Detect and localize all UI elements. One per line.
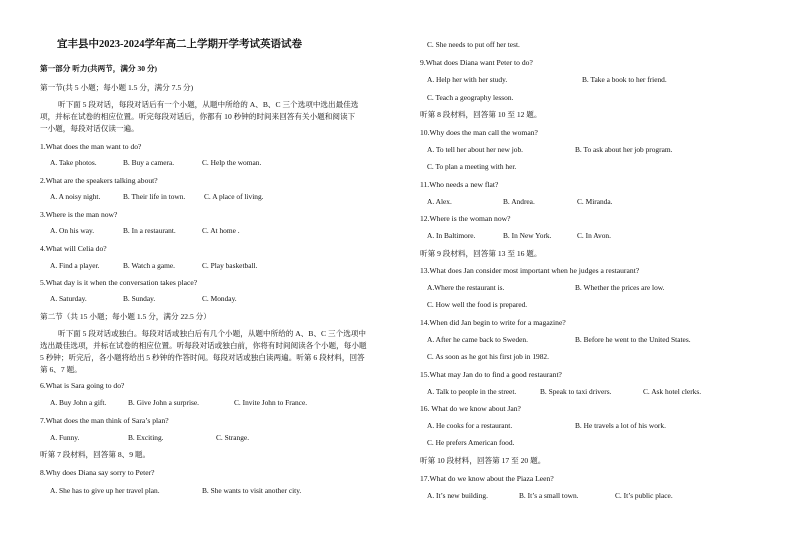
q5-option-a: A. Saturday. — [50, 294, 87, 303]
q10-option-b: B. To ask about her job program. — [575, 145, 673, 154]
q2-option-c: C. A place of living. — [204, 192, 264, 201]
q13-option-a: A.Where the restaurant is. — [427, 283, 505, 292]
q4-option-a: A. Find a player. — [50, 261, 100, 270]
question-7: 7.What does the man think of Sara’s plan? — [40, 416, 169, 425]
q5-option-b: B. Sunday. — [123, 294, 156, 303]
q14-option-a: A. After he came back to Sweden. — [427, 335, 528, 344]
question-8: 8.Why does Diana say sorry to Peter? — [40, 468, 155, 477]
q7-option-b: B. Exciting. — [128, 433, 164, 442]
q8-option-a: A. She has to give up her travel plan. — [50, 486, 160, 495]
q11-option-b: B. Andrea. — [503, 197, 535, 206]
question-9: 9.What does Diana want Peter to do? — [420, 58, 533, 67]
question-4: 4.What will Celia do? — [40, 244, 107, 253]
question-1: 1.What does the man want to do? — [40, 142, 142, 151]
q13-option-b: B. Whether the prices are low. — [575, 283, 665, 292]
q2-option-b: B. Their life in town. — [123, 192, 186, 201]
q17-option-c: C. It’s public place. — [615, 491, 673, 500]
q14-option-b: B. Before he went to the United States. — [575, 335, 691, 344]
q14-option-c: C. As soon as he got his first job in 1982. — [427, 352, 549, 361]
q3-option-c: C. At home . — [202, 226, 240, 235]
question-6: 6.What is Sara going to do? — [40, 381, 125, 390]
q7-option-a: A. Funny. — [50, 433, 80, 442]
q6-option-c: C. Invite John to France. — [234, 398, 308, 407]
q10-option-a: A. To tell her about her new job. — [427, 145, 524, 154]
q8-option-b: B. She wants to visit another city. — [202, 486, 302, 495]
q16-option-a: A. He cooks for a restaurant. — [427, 421, 513, 430]
q6-option-b: B. Give John a surprise. — [128, 398, 200, 407]
q6-option-a: A. Buy John a gift. — [50, 398, 107, 407]
q4-option-b: B. Watch a game. — [123, 261, 176, 270]
question-13: 13.What does Jan consider most important when he judges a restaurant? — [420, 266, 640, 275]
page-title: 宜丰县中2023-2024学年高二上学期开学考试英语试卷 — [57, 39, 302, 50]
q3-option-b: B. In a restaurant. — [123, 226, 176, 235]
q16-option-c: C. He prefers American food. — [427, 438, 515, 447]
q17-option-a: A. It’s new building. — [427, 491, 488, 500]
q11-option-a: A. Alex. — [427, 197, 452, 206]
section2-instructions: 听下面 5 段对话或独白。每段对话或独白后有几个小题，从题中所给的 A、B、C 三个选项中选出最佳选项，并标在试卷的相应位置。听每段对话或独白前，你将有时间阅读各个小题，每小题 5 秒钟；听完后，各小题将给出 5 秒钟的作答时间。每段对话或独白读两遍。听第 6 段材料，回答第 6、7 题。 — [40, 329, 367, 374]
q15-option-a: A. Talk to people in the street. — [427, 387, 517, 396]
question-16: 16. What do we know about Jan? — [420, 404, 521, 413]
section2-heading: 第二节（共 15 小题；每小题 1.5 分，满分 22.5 分） — [40, 312, 211, 321]
question-15: 15.What may Jan do to find a good restaurant? — [420, 370, 562, 379]
question-10: 10.Why does the man call the woman? — [420, 128, 538, 137]
q9-option-a: A. Help her with her study. — [427, 75, 508, 84]
q8-option-c: C. She needs to put off her test. — [427, 40, 520, 49]
q11-option-c: C. Miranda. — [577, 197, 613, 206]
listen-instruction-7: 听第 7 段材料，回答第 8、9 题。 — [40, 450, 151, 459]
question-11: 11.Who needs a new flat? — [420, 180, 499, 189]
q7-option-c: C. Strange. — [216, 433, 250, 442]
question-12: 12.Where is the woman now? — [420, 214, 511, 223]
q9-option-b: B. Take a book to her friend. — [582, 75, 667, 84]
q2-option-a: A. A noisy night. — [50, 192, 101, 201]
q13-option-c: C. How well the food is prepared. — [427, 300, 528, 309]
q15-option-c: C. Ask hotel clerks. — [643, 387, 702, 396]
q1-option-b: B. Buy a camera. — [123, 158, 175, 167]
listen-instruction-10: 听第 10 段材料，回答第 17 至 20 题。 — [420, 456, 546, 465]
question-2: 2.What are the speakers talking about? — [40, 176, 158, 185]
q1-option-a: A. Take photos. — [50, 158, 97, 167]
listen-instruction-9: 听第 9 段材料，回答第 13 至 16 题。 — [420, 249, 542, 258]
question-5: 5.What day is it when the conversation takes place? — [40, 278, 198, 287]
q4-option-c: C. Play basketball. — [202, 261, 258, 270]
question-3: 3.Where is the man now? — [40, 210, 118, 219]
listen-instruction-8: 听第 8 段材料，回答第 10 至 12 题。 — [420, 110, 542, 119]
section1-instructions: 听下面 5 段对话，每段对话后有一个小题，从题中所给的 A、B、C 三个选项中选出最佳选项，并标在试卷的相应位置。听完每段对话后，你都有 10 秒钟的时间来回答有关小题和阅读下一小题，每段对话仅读一遍。 — [40, 100, 359, 133]
q3-option-a: A. On his way. — [50, 226, 95, 235]
question-17: 17.What do we know about the Piaza Leen? — [420, 474, 554, 483]
q12-option-a: A. In Baltimore. — [427, 231, 476, 240]
q1-option-c: C. Help the woman. — [202, 158, 262, 167]
q12-option-c: C. In Avon. — [577, 231, 611, 240]
section1-heading: 第一节(共 5 小题；每小题 1.5 分，满分 7.5 分) — [40, 83, 194, 92]
part1-heading: 第一部分 听力(共两节，满分 30 分) — [40, 64, 158, 73]
q10-option-c: C. To plan a meeting with her. — [427, 162, 517, 171]
q15-option-b: B. Speak to taxi drivers. — [540, 387, 612, 396]
q12-option-b: B. In New York. — [503, 231, 552, 240]
q9-option-c: C. Teach a geography lesson. — [427, 93, 514, 102]
q16-option-b: B. He travels a lot of his work. — [575, 421, 666, 430]
question-14: 14.When did Jan begin to write for a magazine? — [420, 318, 566, 327]
q5-option-c: C. Monday. — [202, 294, 237, 303]
q17-option-b: B. It’s a small town. — [519, 491, 579, 500]
